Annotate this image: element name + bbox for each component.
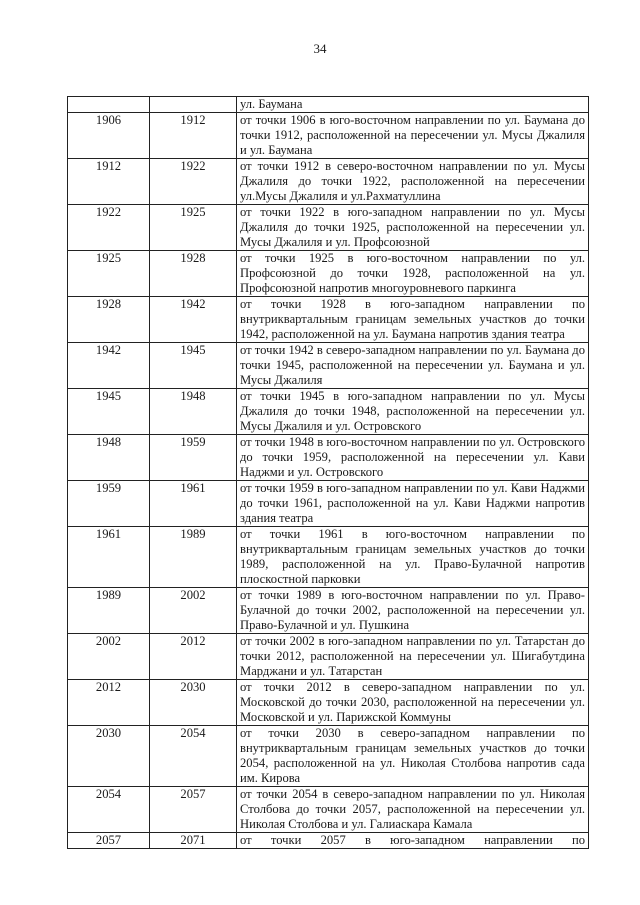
description-cell: от точки 1961 в юго-восточном направлении по внутриквартальным границам земельных участков до точки 1989, расположенной на ул. Право-Булачной напротив плоскостной парковки (237, 527, 589, 588)
point-to-cell: 1942 (150, 297, 237, 343)
description-cell: от точки 1942 в северо-западном направлении по ул. Баумана до точки 1945, расположенной на пересечении ул. Баумана и ул. Мусы Джалиля (237, 343, 589, 389)
point-from-cell: 1959 (68, 481, 150, 527)
point-to-cell: 2030 (150, 680, 237, 726)
point-to-cell: 1928 (150, 251, 237, 297)
table-row (68, 481, 589, 527)
point-from-cell: 2054 (68, 787, 150, 833)
point-to-cell: 1922 (150, 159, 237, 205)
point-from-cell: 2012 (68, 680, 150, 726)
table-row (68, 833, 589, 849)
description-cell: от точки 2057 в юго-западном направлении по (237, 833, 589, 849)
description-cell: от точки 2030 в северо-западном направлении по внутриквартальным границам земельных участков до точки 2054, расположенной на ул. Николая Столбова напротив сада им. Кирова (237, 726, 589, 787)
point-from-cell: 1925 (68, 251, 150, 297)
table-row (68, 435, 589, 481)
point-from-cell: 2057 (68, 833, 150, 849)
point-to-cell: 1948 (150, 389, 237, 435)
description-cell: от точки 1945 в юго-западном направлении по ул. Мусы Джалиля до точки 1948, расположенной на пересечении ул. Мусы Джалиля и ул. Островского (237, 389, 589, 435)
point-from-cell: 1961 (68, 527, 150, 588)
table-row (68, 251, 589, 297)
point-to-cell (150, 97, 237, 113)
description-cell: от точки 1948 в юго-восточном направлении по ул. Островского до точки 1959, расположенной на пересечении ул. Кави Наджми и ул. Островского (237, 435, 589, 481)
description-cell: от точки 1906 в юго-восточном направлении по ул. Баумана до точки 1912, расположенной на пересечении ул. Мусы Джалиля и ул. Баумана (237, 113, 589, 159)
table-row (68, 159, 589, 205)
page-number: 34 (313, 41, 327, 56)
description-cell: от точки 1925 в юго-восточном направлении по ул. Профсоюзной до точки 1928, расположенной на ул. Профсоюзной напротив многоуровневого паркинга (237, 251, 589, 297)
point-to-cell: 1912 (150, 113, 237, 159)
point-to-cell: 1959 (150, 435, 237, 481)
point-from-cell: 1945 (68, 389, 150, 435)
point-from-cell: 1928 (68, 297, 150, 343)
table-row (68, 527, 589, 588)
point-from-cell: 1942 (68, 343, 150, 389)
point-from-cell: 1948 (68, 435, 150, 481)
point-from-cell (68, 97, 150, 113)
description-cell: от точки 1922 в юго-западном направлении по ул. Мусы Джалиля до точки 1925, расположенной на пересечении ул. Мусы Джалиля и ул. Профсоюзной (237, 205, 589, 251)
point-to-cell: 1925 (150, 205, 237, 251)
point-to-cell: 1989 (150, 527, 237, 588)
point-from-cell: 2030 (68, 726, 150, 787)
point-from-cell: 2002 (68, 634, 150, 680)
description-cell: от точки 1959 в юго-западном направлении по ул. Кави Наджми до точки 1961, расположенной на ул. Кави Наджми напротив здания театра (237, 481, 589, 527)
point-to-cell: 2071 (150, 833, 237, 849)
table-row (68, 205, 589, 251)
point-to-cell: 2002 (150, 588, 237, 634)
table-row (68, 634, 589, 680)
point-from-cell: 1912 (68, 159, 150, 205)
point-to-cell: 1945 (150, 343, 237, 389)
description-cell: ул. Баумана (237, 97, 589, 113)
table-row (68, 297, 589, 343)
description-cell: от точки 2054 в северо-западном направлении по ул. Николая Столбова до точки 2057, расположенной на пересечении ул. Николая Столбова и ул. Галиаскара Камала (237, 787, 589, 833)
point-from-cell: 1989 (68, 588, 150, 634)
table-row (68, 113, 589, 159)
table-row (68, 680, 589, 726)
table-row (68, 588, 589, 634)
point-from-cell: 1922 (68, 205, 150, 251)
boundary-points-table (67, 96, 589, 849)
description-cell: от точки 1928 в юго-западном направлении по внутриквартальным границам земельных участков до точки 1942, расположенной на ул. Баумана напротив здания театра (237, 297, 589, 343)
table-row (68, 343, 589, 389)
description-cell: от точки 1989 в юго-восточном направлении по ул. Право-Булачной до точки 2002, расположенной на пересечении ул. Право-Булачной и ул. Пушкина (237, 588, 589, 634)
table-row (68, 726, 589, 787)
point-to-cell: 1961 (150, 481, 237, 527)
description-cell: от точки 2002 в юго-западном направлении по ул. Татарстан до точки 2012, расположенной на пересечении ул. Шигабутдина Марджани и ул. Татарстан (237, 634, 589, 680)
table-row (68, 389, 589, 435)
point-to-cell: 2012 (150, 634, 237, 680)
point-from-cell: 1906 (68, 113, 150, 159)
table-row (68, 787, 589, 833)
point-to-cell: 2054 (150, 726, 237, 787)
description-cell: от точки 2012 в северо-западном направлении по ул. Московской до точки 2030, расположенной на пересечении ул. Московской и ул. Парижской Коммуны (237, 680, 589, 726)
description-cell: от точки 1912 в северо-восточном направлении по ул. Мусы Джалиля до точки 1922, расположенной на пересечении ул.Мусы Джалиля и ул.Рахматуллина (237, 159, 589, 205)
table-row (68, 97, 589, 113)
point-to-cell: 2057 (150, 787, 237, 833)
